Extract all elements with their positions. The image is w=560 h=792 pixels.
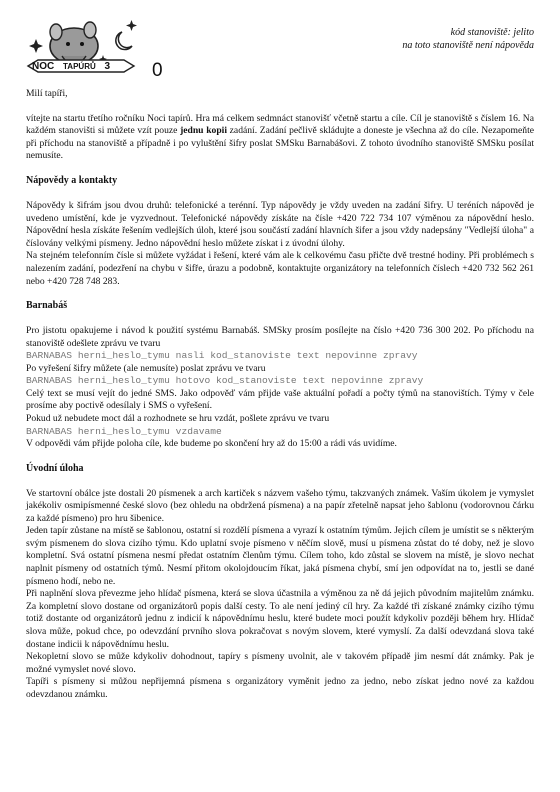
sms-format-giveup: BARNABAS herni_heslo_tymu vzdavame <box>26 425 222 437</box>
hints-paragraph-1: Nápovědy k šifrám jsou dvou druhů: telefonické a terénní. Typ nápovědy je vždy uveden na zadání šifry. U teréních nápověd je uvedeno umístění, kde je vyzvednout. Telefonické nápovědy získáte na čísle +420 722 734 107 výměnou za nápovědní heslo. Nápovědní hesla získáte řešením vedlejších úloh, které jsou součástí zadání hlavních šifer a jsou vždy nadepsány "Vedlejší úloha" a číslovány velkými písmeny. Jedno nápovědní heslo můžete získat i z úvodní úlohy. <box>26 199 534 249</box>
barnabas-heading: Barnabáš <box>26 300 68 312</box>
hint-note: na toto stanoviště není nápověda <box>402 40 534 51</box>
station-code: kód stanoviště: jelito <box>450 27 534 38</box>
header <box>402 26 534 52</box>
logo-text-number: 3 <box>104 61 111 72</box>
sms-format-arrival: BARNABAS herni_heslo_tymu nasli kod_stanoviste text nepovinne zpravy <box>26 350 418 362</box>
intro-task-paragraph-2: Jeden tapír zůstane na místě se šablonou, ostatní si rozdělí písmena a vyrazí k ostatním týmům. Jejich cílem je umístit se s některým svým písmenem do slova cizího týmu. Kdo uplatní svoje písmeno v něčím slově, musí u písmena zůstat do té doby, než je slovo kompletní. Svá ostatní písmena nesmí předat ostatním členům týmu. Cílem toho, kdo zůstal se slovem na místě, je slovo nechat naplnit písmeny od ostatních týmů. Nesmí přitom okolojdoucím říkat, jaká písmena chybí, smí jen odpovídat na to, jestli se dané písmeno hodí, nebo ne. <box>26 525 534 587</box>
hints-paragraph-2: Na stejném telefonním čísle si můžete vyžádat i řešení, které vám ale k celkovému času přičte dvě trestné hodiny. Při problémech s nalezením zadání, podezření na chybu v šifře, úrazu a podobně, kontaktujte organizátory na telefonních číslech +420 732 562 261 nebo +420 728 748 283. <box>26 250 534 287</box>
intro-task-paragraph-1: Ve startovní obálce jste dostali 20 písmenek a arch kartiček s názvem vašeho týmu, takzvaných známek. Vaším úkolem je vymyslet jakékoliv osmipísmenné české slovo (bez ohledu na obdržená písmena) a na papír zřetelně napsat jeho šablonu (vodorovnou čárku za každé písmeno) pro hru šibenice. <box>26 487 534 524</box>
intro-task-heading: Úvodní úloha <box>26 462 84 474</box>
intro-task-paragraph-3: Při naplnění slova převezme jeho hlídač písmena, která se slova účastnila a výměnou za ně dá jejich původním majitelům známku. Za kompletní slovo dostane od organizátorů popis další cesty. To ale není jediný cíl hry. Za každé tři získané známky cizího týmu totiž dostante od organizátorů jednu z indicií k nápovědnímu heslu, které budete moci použít kdykoliv později během hry. Hlídač slova může, pokud chce, po odevzdání prvního slova pokračovat s novým slovem, které vymyslí. Za další odevzdaná slova také dostane indicii k nápovědnímu heslu. <box>26 588 534 650</box>
barnabas-line-3: Celý text se musí vejít do jedné SMS. Jako odpověď vám přijde vaše aktuální pořadí a počty týmů na stanovištích. Týmy v čele prosíme aby poctivě odesílaly i SMS o vyřešení. <box>26 387 534 412</box>
barnabas-line-4: Pokud už nebudete moct dál a rozhodnete se hru vzdát, pošlete zprávu ve tvaru <box>26 412 330 424</box>
intro-text-1: vítejte na startu třetího ročníku Noci tapírů. Hra má celkem sedmnáct stanovišť včetně startu a cíle. Cíl je stanoviště s číslem 16. Na každém stanovišti si můžete vzít pouze <box>26 112 534 137</box>
logo-text-noc: NOC <box>32 61 55 72</box>
logo <box>26 18 138 82</box>
logo-text-tapuru: TAPÚRŮ <box>63 62 96 71</box>
barnabas-line-5: V odpovědi vám přijde poloha cíle, kde budeme po skončení hry až do 15:00 a rádi vás uvidíme. <box>26 437 397 449</box>
barnabas-line-2: Po vyřešení šifry můžete (ale nemusíte) poslat zprávu ve tvaru <box>26 362 266 374</box>
tapir-logo-icon <box>26 18 138 82</box>
hints-heading: Nápovědy a kontakty <box>26 174 118 186</box>
barnabas-line-1: Pro jistotu opakujeme i návod k použití systému Barnabáš. SMSky prosím posílejte na číslo +420 736 300 202. Po příchodu na stanoviště odešlete zprávu ve tvaru <box>26 325 534 349</box>
intro-task-paragraph-5: Tapíři s písmeny si můžou nepřijemná písmena s organizátory vyměnit jedno za jedno, nebo získat jedno nové za každou odevzdanou známku. <box>26 676 534 700</box>
intro-paragraph <box>26 113 534 163</box>
document-body <box>26 88 534 702</box>
greeting: Milí tapíři, <box>26 88 68 99</box>
intro-text-2: zadání. Zadání pečlivě skládujte a doneste je všechna až do cíle. Nezapomeňte při příchodu na stanoviště a případně i po vyluštění šifry poslat SMSku Barnabášovi. Z tohoto úvodního stanoviště SMSku posílat nemusíte. <box>26 125 534 162</box>
stage-number: 0 <box>152 60 163 81</box>
intro-task-paragraph-4: Nekopletní slovo se může kdykoliv dohodnout, tapíry s písmeny uvolnit, ale v takovém případě jim nesmí dát známky. Pak je možné vymyslet nové slovo. <box>26 651 534 675</box>
sms-format-solved: BARNABAS herni_heslo_tymu hotovo kod_stanoviste text nepovinne zpravy <box>26 375 424 387</box>
intro-bold: jednu kopii <box>180 125 227 137</box>
